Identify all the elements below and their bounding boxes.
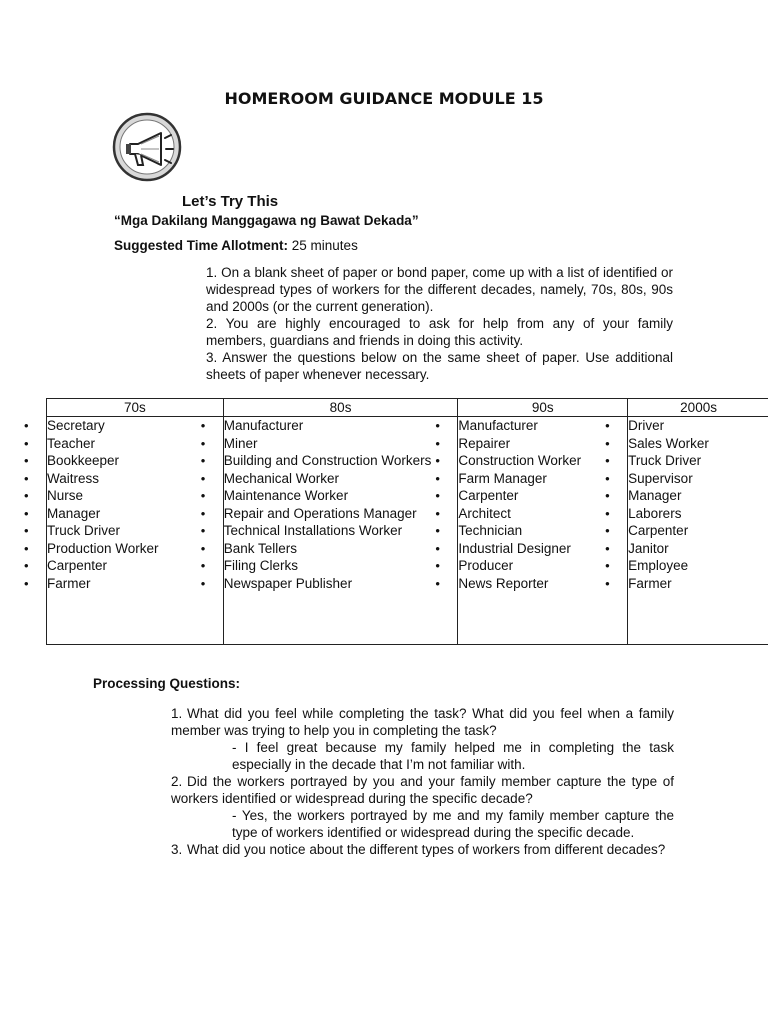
worker-item: • News Reporter [458, 575, 627, 592]
worker-item: • Farmer [47, 575, 223, 592]
column-header-2000s: 2000s [628, 399, 768, 417]
worker-item: • Carpenter [458, 487, 627, 504]
worker-item: • Production Worker [47, 540, 223, 557]
worker-item: • Manufacturer [224, 417, 458, 434]
worker-item: • Janitor [628, 540, 768, 557]
worker-item: • Sales Worker [628, 435, 768, 452]
worker-item: • Waitress [47, 470, 223, 487]
worker-item: • Employee [628, 557, 768, 574]
workers-table [46, 398, 768, 645]
worker-item: • Construction Worker [458, 452, 627, 469]
worker-item: • Miner [224, 435, 458, 452]
module-title: HOMEROOM GUIDANCE MODULE 15 [224, 89, 544, 108]
activity-subtitle: “Mga Dakilang Manggagawa ng Bawat Dekada” [114, 213, 419, 228]
worker-item: • Bookkeeper [47, 452, 223, 469]
column-2000s [628, 417, 768, 645]
worker-item: • Truck Driver [47, 522, 223, 539]
worker-item: • Manager [628, 487, 768, 504]
question-text: Did the workers portrayed by you and your family member capture the type of workers identified or widespread during the specific decade? [171, 774, 674, 806]
worker-item: • Driver [628, 417, 768, 434]
worker-item: • Bank Tellers [224, 540, 458, 557]
question-text: What did you feel while completing the task? What did you feel when a family member was trying to help you in completing the task? [171, 706, 674, 738]
worker-item: • Building and Construction Workers [224, 452, 458, 469]
instruction-item: 2. You are highly encouraged to ask for help from any of your family members, guardians and friends in doing this activity. [206, 316, 673, 348]
worker-item: • Technical Installations Worker [224, 522, 458, 539]
worker-item: • Mechanical Worker [224, 470, 458, 487]
worker-item: • Carpenter [628, 522, 768, 539]
worker-item: • Laborers [628, 505, 768, 522]
worker-item: • Filing Clerks [224, 557, 458, 574]
column-header-80s: 80s [223, 399, 458, 417]
worker-item: • Truck Driver [628, 452, 768, 469]
worker-list [224, 417, 458, 592]
question-number: 3. [171, 842, 183, 857]
worker-list [628, 417, 768, 592]
worker-item: • Carpenter [47, 557, 223, 574]
processing-questions [171, 705, 674, 858]
answer: - Yes, the workers portrayed by me and my family member capture the type of workers identified or widespread during the specific decade. [232, 808, 674, 840]
worker-item: • Manufacturer [458, 417, 627, 434]
time-label: Suggested Time Allotment: [114, 238, 289, 253]
worker-item: • Teacher [47, 435, 223, 452]
instruction-item: 1. On a blank sheet of paper or bond paper, come up with a list of identified or widespread types of workers for the different decades, namely, 70s, 80s, 90s and 2000s (or the current generation). [206, 265, 673, 314]
column-80s [223, 417, 458, 645]
worker-item: • Secretary [47, 417, 223, 434]
worker-list [458, 417, 627, 592]
megaphone-icon [111, 111, 183, 183]
column-70s [47, 417, 224, 645]
worker-item: • Farm Manager [458, 470, 627, 487]
question-number: 1. [171, 706, 183, 721]
worker-list [47, 417, 223, 592]
worker-item: • Maintenance Worker [224, 487, 458, 504]
worker-item: • Architect [458, 505, 627, 522]
question [171, 841, 674, 858]
worker-item: • Producer [458, 557, 627, 574]
instructions [206, 264, 673, 383]
processing-questions-title: Processing Questions: [93, 676, 241, 691]
answer: - I feel great because my family helped me in completing the task especially in the decade that I’m not familiar with. [232, 740, 674, 772]
worker-item: • Repairer [458, 435, 627, 452]
question [171, 705, 674, 739]
instruction-item: 3. Answer the questions below on the same sheet of paper. Use additional sheets of paper whenever necessary. [206, 350, 673, 382]
worker-item: • Supervisor [628, 470, 768, 487]
column-90s [458, 417, 628, 645]
worker-item: • Technician [458, 522, 627, 539]
time-allotment [114, 238, 358, 253]
worker-item: • Nurse [47, 487, 223, 504]
question-text: What did you notice about the different types of workers from different decades? [187, 842, 666, 857]
worker-item: • Repair and Operations Manager [224, 505, 458, 522]
section-heading: Let’s Try This [182, 193, 279, 210]
worker-item: • Farmer [628, 575, 768, 592]
time-value: 25 minutes [288, 238, 358, 253]
question [171, 773, 674, 807]
worker-item: • Manager [47, 505, 223, 522]
column-header-70s: 70s [47, 399, 224, 417]
worker-item: • Industrial Designer [458, 540, 627, 557]
worker-item: • Newspaper Publisher [224, 575, 458, 592]
question-number: 2. [171, 774, 183, 789]
column-header-90s: 90s [458, 399, 628, 417]
